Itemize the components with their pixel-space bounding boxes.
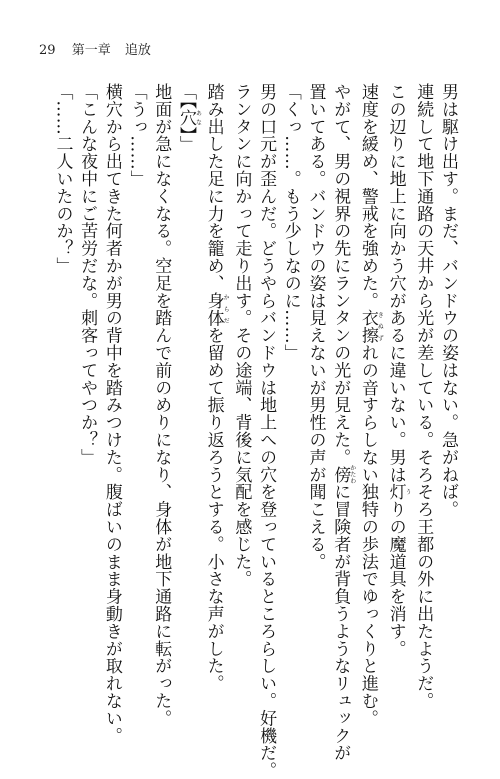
text-line <box>383 83 412 658</box>
chapter-label: 第一章 <box>71 43 111 58</box>
vertical-text-body <box>52 83 460 779</box>
text-line-part: れの音すらしない独特の歩法でゆっくりと進む。 <box>357 344 378 727</box>
ruby-word: 灯う <box>385 483 412 501</box>
text-line <box>327 83 356 762</box>
text-line: 「……二人いたのか？」 <box>52 83 73 275</box>
text-line: 「くっ……。もう少しなのに……」 <box>280 83 301 362</box>
text-line: 「こんな夜中にご苦労だな。刺客ってやつか？」 <box>77 83 98 466</box>
ruby-word: 衣擦きぬず <box>357 309 384 345</box>
text-line <box>355 83 384 727</box>
text-line: 「うっ……」 <box>126 83 147 188</box>
ruby-word: 身体からだ <box>203 291 230 327</box>
text-line-part: りの魔道具を消す。 <box>385 500 406 658</box>
ruby-reading: あな <box>194 109 202 127</box>
chapter-title: 追放 <box>124 43 151 58</box>
text-line-part: に冒険者が背負うようなリュックが <box>330 483 351 762</box>
text-line-part: を留めて振り返ろうとする。小さな声がした。 <box>203 326 224 693</box>
ruby-reading: からだ <box>222 291 230 327</box>
text-line <box>173 83 201 643</box>
text-line: 置いてある。バンドウの姿は見えないが男性の声が聞こえる。 <box>305 83 326 571</box>
text-line-part: 】」 <box>175 126 196 154</box>
ruby-word: 傍かたわ <box>330 464 356 485</box>
ruby-reading: う <box>404 483 412 501</box>
text-line-part: この辺りに地上に向かう穴があるに違いない。男は <box>385 83 406 484</box>
text-line: 地面が急になくなる。空足を踏んで前のめりになり、身体が地下通路に転がった。 <box>151 83 172 727</box>
text-line: 連続して地下通路の天井から光が差している。そろそろ王都の外に出たようだ。 <box>413 83 434 710</box>
running-header <box>39 39 151 58</box>
text-line-part: 「【 <box>175 83 196 110</box>
text-line: 男は駆け出す。まだ、バンドウの姿はない。急がねば。 <box>438 83 458 518</box>
page-number: 29 <box>39 43 56 58</box>
text-line: 横穴から出てきた何者かが男の背中を踏みつけた。腹ばいのまま身動きが取れない。 <box>101 83 122 745</box>
text-line <box>201 83 230 693</box>
ruby-reading: かたわ <box>348 464 356 485</box>
text-line-part: 踏み出した足に力を籠め、 <box>203 83 224 292</box>
text-line: 男の口元が歪んだ。どうやらバンドウは地上への穴を登っているところらしい。好機だ。 <box>256 83 277 779</box>
ruby-reading: きぬず <box>376 309 384 344</box>
text-line: ランタンに向かって走り出す。その途端、背後に気配を感じた。 <box>231 83 252 588</box>
text-line-part: 速度を緩め、警戒を強めた。 <box>357 83 378 310</box>
text-line-part: やがて、男の視界の先にランタンの光が見えた。 <box>330 83 351 466</box>
ruby-word: 穴あな <box>175 109 202 127</box>
